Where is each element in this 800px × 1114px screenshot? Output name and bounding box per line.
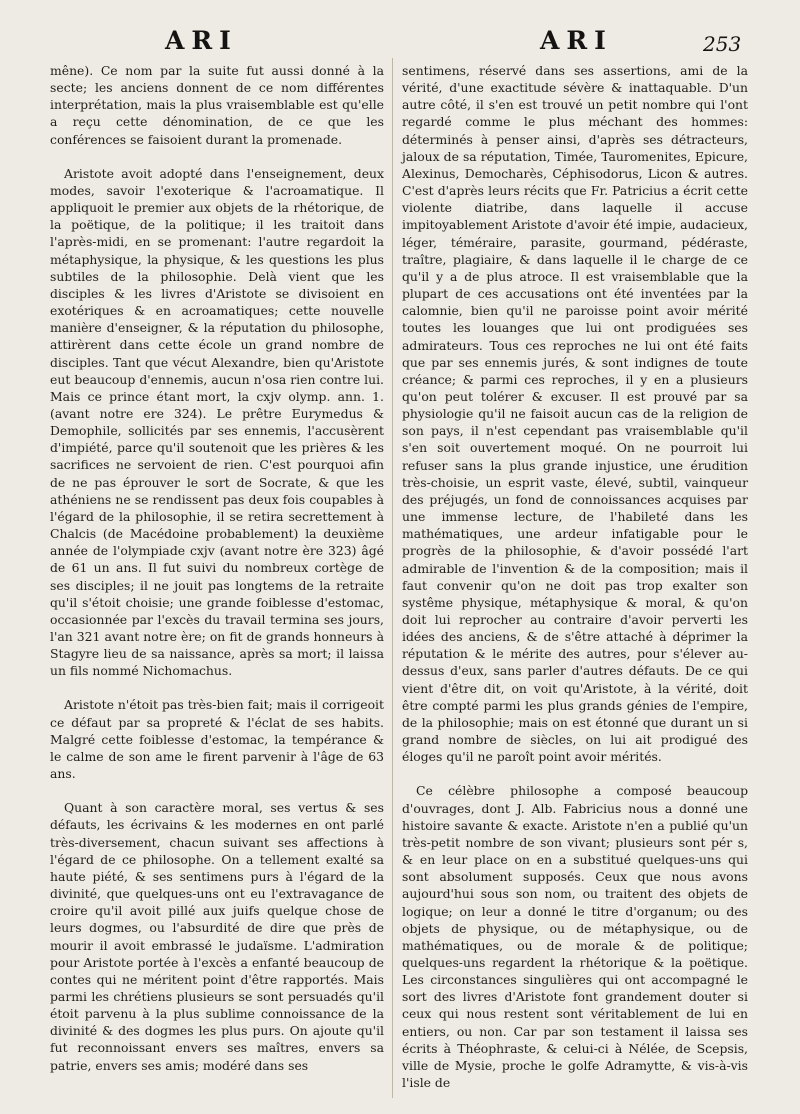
page-number: 253 <box>703 32 742 56</box>
paragraph-enseignement: Aristote avoit adopté dans l'enseignement, deux modes, savoir l'exoterique & l'acroamatique. Il appliquoit le premier aux objets de la rhétorique, de la poëtique, de la politique; il les traitoit dans l'après-midi, en se promenant: l'autre regardoit la métaphysique, la physique, & les questions les plus subtiles de la philosophie. Delà vient que les disciples & les livres d'Aristote se divisoient en exotériques & en acroamatiques; cette nouvelle manière d'enseigner, & la réputation du philosophe, attirèrent dans cette école un grand nombre de disciples. Tant que vécut Alexandre, bien qu'Aristote eut beaucoup d'ennemis, aucun n'osa rien contre lui. Mais ce prince étant mort, la cxjv olymp. ann. 1. (avant notre ere 324). Le prêtre Eurymedus & Demophile, sollicités par ses ennemis, l'accusèrent d'impiété, parce qu'il soutenoit que les prières & les sacrifices ne servoient de rien. C'est pourquoi afin de ne pas éprouver le sort de Socrate, & que les athéniens ne se rendissent pas deux fois coupables à l'égard de la philosophie, il se retira secrettement à Chalcis (de Macédoine probablement) la deuxième année de l'olympiade cxjv (avant notre ère 323) âgé de 61 un ans. Il fut suivi du nombreux cortège de ses disciples; il ne jouit pas longtems de la retraite qu'il s'étoit choisie; une grande foiblesse d'estomac, occasionnée par l'excès du travail termina ses jours, l'an 321 avant notre ère; on fit de grands honneurs à Stagyre lieu de sa naissance, après sa mort; il laissa un fils nommé Nichomachus. <box>50 165 384 679</box>
right-column <box>402 62 748 1091</box>
paragraph-ouvrages: Ce célèbre philosophe a composé beaucoup d'ouvrages, dont J. Alb. Fabricius nous a donné une histoire savante & exacte. Aristote n'en a publié qu'un très-petit nombre de son vivant; plusieurs sont pér s, & en leur place on en a substitué quelques-uns qui sont absolument supposés. Ceux que nous avons aujourd'hui sous son nom, ou traitent des objets de logique; on leur a donné le titre d'organum; ou des objets de physique, ou de métaphysique, ou de mathématiques, ou de morale & de politique; quelques-uns regardent la rhétorique & la poëtique. Les circonstances singulières qui ont accompagné le sort des livres d'Aristote font grandement douter si ceux qui nous restent sont véritablement de lui en entiers, ou non. Car par son testament il laissa ses écrits à Théophraste, & celui-ci à Nélée, de Scepsis, ville de Mysie, proche le golfe Adramytte, & vis-à-vis l'isle de <box>402 783 748 1091</box>
paragraph-physique: Aristote n'étoit pas très-bien fait; mais il corrigeoit ce défaut par sa propreté & l'éclat de ses habits. Malgré cette foiblesse d'estomac, la tempérance & le calme de son ame le firent parvenir à l'âge de 63 ans. <box>50 697 384 782</box>
paragraph-secte: mêne). Ce nom par la suite fut aussi donné à la secte; les anciens donnent de ce nom différentes interprétation, mais la plus vraisemblable est qu'elle a reçu cette dénomination, de ce que les conférences se faisoient durant la promenade. <box>50 63 384 147</box>
paragraph-caractere-moral: Quant à son caractère moral, ses vertus & ses défauts, les écrivains & les modernes en ont parlé très-diversement, chacun suivant ses affections à l'égard de ce philosophe. On a tellement exalté sa haute piété, & ses sentimens purs à l'égard de la divinité, que quelques-uns ont eu l'extravagance de croire qu'il avoit pillé aux juifs quelque chose de leurs dogmes, ou l'absurdité de dire que près de mourir il avoit embrassé le judaïsme. L'admiration pour Aristote portée à l'excès a enfanté beaucoup de contes qui ne méritent point d'être rapportés. Mais parmi les chrétiens plusieurs se sont persuadés qu'il étoit parvenu à la plus sublime connoissance de la divinité & des dogmes les plus purs. On ajoute qu'il fut reconnoissant envers ses maîtres, envers sa patrie, envers ses amis; modéré dans ses <box>50 800 384 1073</box>
running-head-right: ARI <box>540 26 613 55</box>
paragraph-sentimens: sentimens, réservé dans ses assertions, ami de la vérité, d'une exactitude sévère & inattaquable. D'un autre côté, il s'en est trouvé un petit nombre qui l'ont regardé comme le plus méchant des hommes: déterminés à penser ainsi, d'après ses détracteurs, jaloux de sa réputation, Timée, Tauromenites, Epicure, Alexinus, Democharès, Céphisodorus, Licon & autres. C'est d'après leurs récits que Fr. Patricius a écrit cette violente diatribe, dans laquelle il accuse impitoyablement Aristote d'avoir été impie, audacieux, léger, téméraire, parasite, gourmand, pédéraste, traître, plagiaire, & dans laquelle il le charge de ce qu'il y a de plus atroce. Il est vraisemblable que la plupart de ces accusations ont été inventées par la calomnie, bien qu'il ne paroisse point avoir mérité toutes les louanges que lui ont prodiguées ses admirateurs. Tous ces reproches ne lui ont été faits que par ses ennemis jurés, & sont indignes de toute créance; & parmi ces reproches, il y en a plusieurs qu'on peut tolérer & excuser. Il est prouvé par sa physiologie qu'il ne faisoit aucun cas de la religion de son pays, il n'est cependant pas vraisemblable qu'il s'en soit ouvertement moqué. On ne pourroit lui refuser sans la plus grande injustice, une érudition très-choisie, un esprit vaste, élevé, subtil, vainqueur des préjugés, un fond de connoissances acquises par une immense lecture, de l'habileté dans les mathématiques, une ardeur infatigable pour le progrès de la philosophie, & d'avoir possédé l'art admirable de l'invention & de la composition; mais il faut convenir qu'on ne doit pas trop exalter son systême physique, métaphysique & moral, & qu'on doit lui reprocher au contraire d'avoir perverti les idées des anciens, & de s'être attaché à déprimer la réputation & le mérite des autres, pour s'élever au-dessus d'eux, sans parler d'autres défauts. De ce qui vient d'être dit, on voit qu'Aristote, à la vérité, doit être compté parmi les plus grands génies de l'empire, de la philosophie; mais on est étonné que durant un si grand nombre de siècles, on lui ait prodigué des éloges qu'il ne paroît point avoir mérités. <box>402 63 748 765</box>
column-divider <box>392 58 393 1098</box>
left-column <box>50 62 384 1074</box>
running-head-left: ARI <box>165 26 238 55</box>
